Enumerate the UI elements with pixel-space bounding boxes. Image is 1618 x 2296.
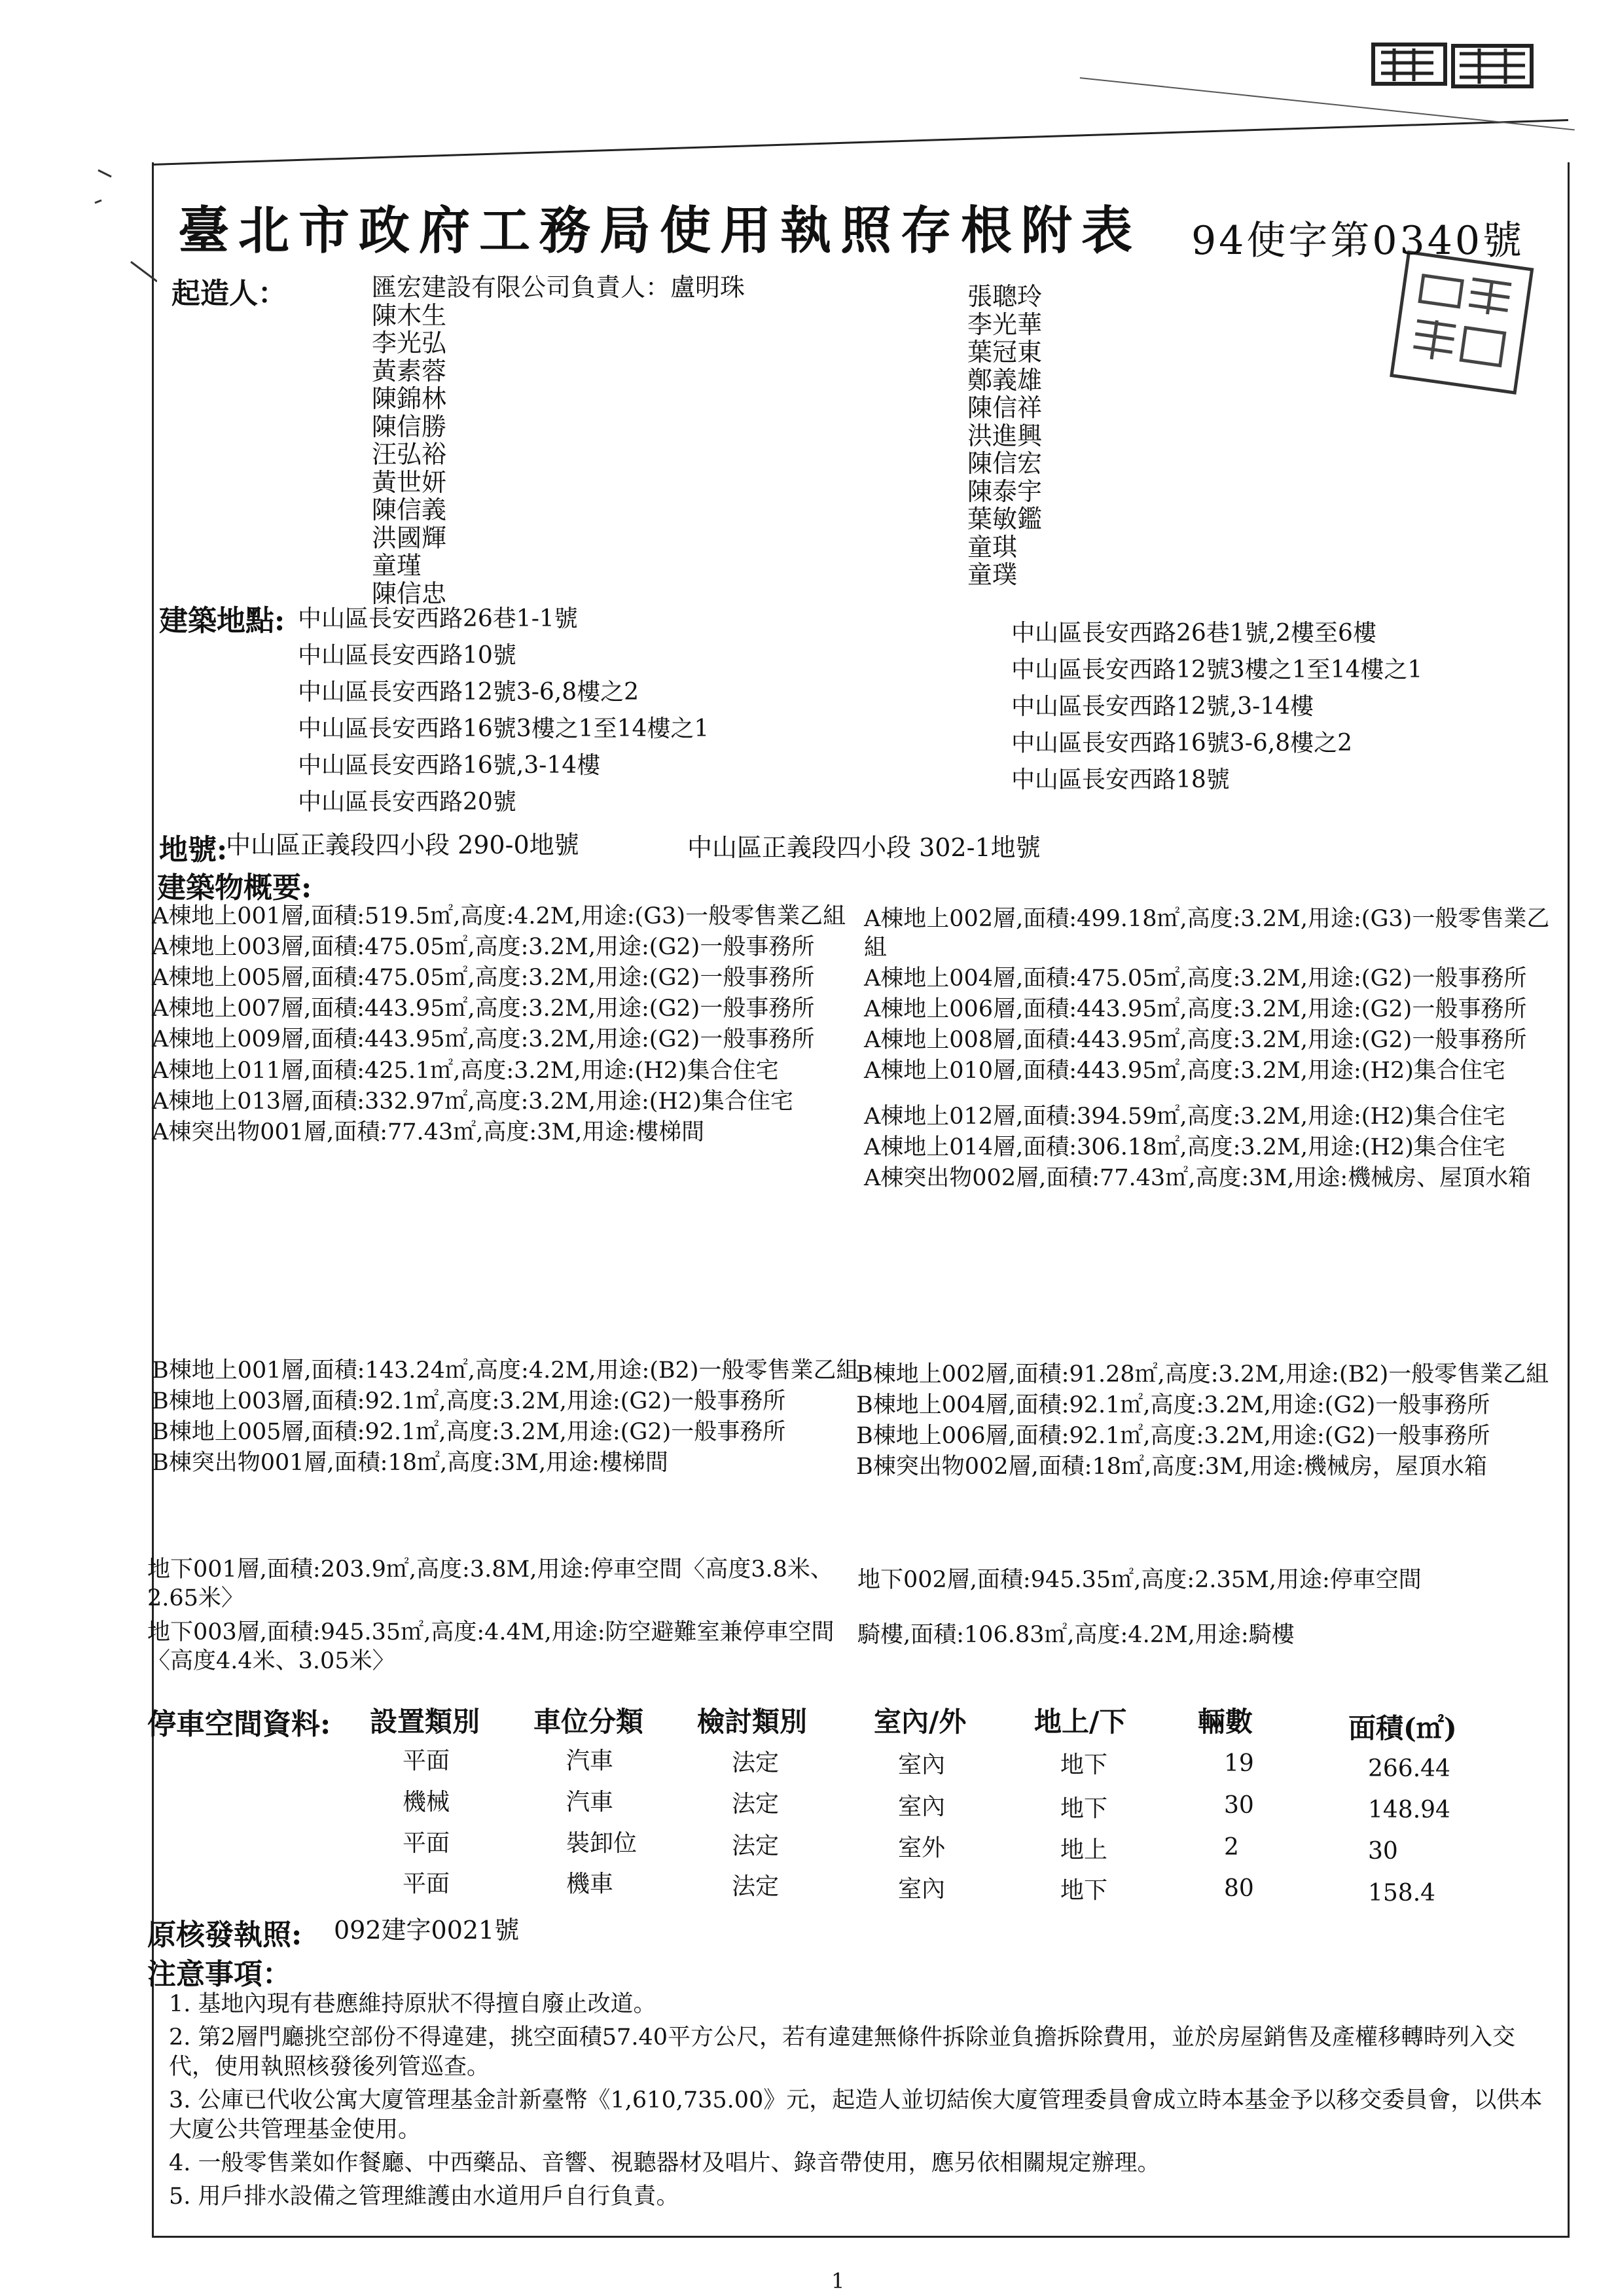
parking-cell: 19: [1224, 1750, 1254, 1777]
overview-underground-left: [147, 1555, 857, 1677]
parking-cell: 法定: [732, 1791, 780, 1818]
overview-label: 建築物概要:: [157, 871, 312, 905]
lot-label: 地號:: [159, 833, 228, 867]
builders-list-right: [967, 283, 1042, 589]
parking-header-level: 地上/下: [1034, 1706, 1127, 1738]
floor-entry: A棟地上001層,面積:519.5㎡,高度:4.2M,用途:(G3)一般零售業乙組: [152, 903, 846, 929]
parking-cell: 30: [1368, 1838, 1398, 1865]
address-item: 中山區長安西路12號3-6,8樓之2: [298, 679, 639, 706]
floor-entry: A棟地上003層,面積:475.05㎡,高度:3.2M,用途:(G2)一般事務所: [152, 934, 815, 960]
parking-cell: 80: [1224, 1875, 1254, 1902]
floor-entry: A棟地上014層,面積:306.18㎡,高度:3.2M,用途:(H2)集合住宅: [864, 1134, 1505, 1160]
floor-entry: A棟突出物002層,面積:77.43㎡,高度:3M,用途:機械房、屋頂水箱: [864, 1165, 1532, 1191]
parking-cell: 機械: [403, 1789, 450, 1816]
overview-a-left: [152, 902, 862, 1149]
parking-cell: 148.94: [1368, 1797, 1450, 1823]
floor-entry: A棟地上006層,面積:443.95㎡,高度:3.2M,用途:(G2)一般事務所: [864, 996, 1527, 1022]
floor-entry: B棟地上006層,面積:92.1㎡,高度:3.2M,用途:(G2)一般事務所: [856, 1423, 1490, 1449]
address-item: 中山區長安西路26巷1號,2樓至6樓: [1011, 620, 1376, 647]
overview-underground-right: [857, 1566, 1561, 1651]
builder-name: 陳木生: [372, 300, 447, 330]
builders-list-left: [372, 274, 745, 607]
floor-entry: B棟地上004層,面積:92.1㎡,高度:3.2M,用途:(G2)一般事務所: [856, 1392, 1490, 1418]
parking-cell: 機車: [566, 1871, 614, 1897]
address-item: 中山區長安西路12號,3-14樓: [1011, 693, 1314, 720]
floor-entry: B棟突出物001層,面積:18㎡,高度:3M,用途:樓梯間: [152, 1450, 668, 1476]
builder-name: 童璞: [967, 560, 1018, 589]
floor-entry: A棟地上005層,面積:475.05㎡,高度:3.2M,用途:(G2)一般事務所: [152, 965, 815, 991]
location-label: 建築地點:: [159, 604, 285, 637]
note-item: 1. 基地內現有巷應維持原狀不得擅自廢止改道。: [169, 1991, 656, 2017]
parking-cell: 30: [1224, 1792, 1254, 1819]
address-item: 中山區長安西路16號3-6,8樓之2: [1011, 730, 1353, 757]
parking-header-indoor: 室內/外: [874, 1706, 967, 1738]
note-item: 5. 用戶排水設備之管理維護由水道用戶自行負責。: [169, 2183, 679, 2210]
floor-entry: B棟地上002層,面積:91.28㎡,高度:3.2M,用途:(B2)一般零售業乙組: [856, 1361, 1549, 1388]
floor-entry: B棟地上003層,面積:92.1㎡,高度:3.2M,用途:(G2)一般事務所: [152, 1388, 786, 1414]
builder-name: 李光華: [967, 310, 1043, 339]
parking-cell: 室內: [898, 1876, 946, 1903]
parking-cell: 平面: [403, 1871, 450, 1897]
address-item: 中山區長安西路10號: [298, 642, 516, 669]
parking-cell: 汽車: [566, 1748, 614, 1774]
address-item: 中山區長安西路18號: [1011, 766, 1230, 793]
margin-mark: [92, 164, 157, 295]
location-list-left: [298, 601, 709, 821]
builder-name: 匯宏建設有限公司負責人：盧明珠: [372, 273, 746, 302]
page-title: 臺北市政府工務局使用執照存根附表: [178, 201, 1142, 260]
overview-b-right: [856, 1360, 1560, 1483]
location-list-right: [1011, 615, 1422, 798]
parking-cell: 室內: [898, 1751, 946, 1778]
floor-entry: A棟突出物001層,面積:77.43㎡,高度:3M,用途:樓梯間: [152, 1119, 705, 1145]
parking-cell: 地下: [1060, 1795, 1108, 1822]
floor-entry: A棟地上009層,面積:443.95㎡,高度:3.2M,用途:(G2)一般事務所: [152, 1026, 815, 1052]
parking-header-count: 輛數: [1198, 1706, 1253, 1738]
builder-name: 陳信忠: [372, 579, 447, 608]
address-item: 中山區長安西路16號,3-14樓: [298, 752, 601, 779]
parking-cell: 汽車: [566, 1789, 614, 1816]
builder-name: 汪弘裕: [372, 440, 447, 469]
builders-label: 起造人：: [171, 277, 287, 310]
floor-entry: 騎樓,面積:106.83㎡,高度:4.2M,用途:騎樓: [857, 1622, 1295, 1648]
parking-cell: 地下: [1060, 1877, 1108, 1904]
builder-name: 陳信宏: [967, 449, 1043, 478]
builder-name: 鄭義雄: [967, 365, 1043, 395]
parking-cell: 158.4: [1368, 1880, 1436, 1907]
parking-cell: 法定: [732, 1873, 780, 1900]
floor-entry: B棟地上005層,面積:92.1㎡,高度:3.2M,用途:(G2)一般事務所: [152, 1419, 786, 1445]
parking-cell: 室外: [898, 1835, 946, 1861]
floor-entry: 地下002層,面積:945.35㎡,高度:2.35M,用途:停車空間: [857, 1567, 1422, 1593]
parking-header-category: 車位分類: [533, 1706, 644, 1738]
builder-name: 黃世妍: [372, 467, 447, 497]
parking-cell: 地下: [1060, 1751, 1108, 1778]
address-item: 中山區長安西路26巷1-1號: [298, 605, 578, 632]
builder-name: 陳信祥: [967, 393, 1043, 422]
floor-entry: A棟地上007層,面積:443.95㎡,高度:3.2M,用途:(G2)一般事務所: [152, 996, 815, 1022]
page-number: 1: [831, 2269, 845, 2293]
parking-cell: 平面: [403, 1748, 450, 1774]
original-permit-number: 092建字0021號: [334, 1916, 520, 1945]
builder-name: 李光弘: [372, 329, 447, 357]
lot-number-2: 中山區正義段四小段 302-1地號: [687, 833, 1041, 862]
parking-cell: 266.44: [1368, 1755, 1450, 1782]
builder-name: 葉冠東: [967, 338, 1043, 367]
floor-entry: A棟地上008層,面積:443.95㎡,高度:3.2M,用途:(G2)一般事務所: [864, 1027, 1527, 1053]
address-item: 中山區長安西路16號3樓之1至14樓之1: [298, 715, 710, 742]
note-item: 3. 公庫已代收公寓大廈管理基金計新臺幣《1,610,735.00》元，起造人並切結俟大廈管理委員會成立時本基金予以移交委員會，以供本大廈公共管理基金使用。: [169, 2087, 1543, 2143]
address-item: 中山區長安西路20號: [298, 789, 516, 816]
corner-seal-stamp: [1368, 39, 1545, 105]
notes-label: 注意事項：: [147, 1958, 291, 1991]
parking-header-type: 設置類別: [370, 1706, 480, 1738]
parking-cell: 法定: [732, 1749, 780, 1776]
floor-entry: B棟地上001層,面積:143.24㎡,高度:4.2M,用途:(B2)一般零售業乙組: [152, 1357, 859, 1384]
floor-entry: 地下001層,面積:203.9㎡,高度:3.8M,用途:停車空間〈高度3.8米、2.65米〉: [147, 1556, 833, 1611]
floor-entry: 地下003層,面積:945.35㎡,高度:4.4M,用途:防空避難室兼停車空間〈高度4.4米、3.05米〉: [147, 1619, 835, 1674]
parking-cell: 法定: [732, 1833, 780, 1859]
builder-name: 葉敏鑑: [967, 505, 1043, 533]
note-item: 2. 第2層門廳挑空部份不得違建，挑空面積57.40平方公尺，若有違建無條件拆除並負擔拆除費用，並於房屋銷售及產權移轉時列入交代，使用執照核發後列管巡查。: [169, 2024, 1515, 2080]
floor-entry: A棟地上011層,面積:425.1㎡,高度:3.2M,用途:(H2)集合住宅: [152, 1058, 779, 1084]
floor-entry: A棟地上004層,面積:475.05㎡,高度:3.2M,用途:(G2)一般事務所: [864, 965, 1527, 992]
top-border: [152, 119, 1568, 166]
parking-cell: 室內: [898, 1793, 946, 1820]
parking-cell: 地上: [1060, 1837, 1108, 1863]
builder-name: 洪進興: [967, 421, 1043, 450]
notes-list: [169, 1990, 1550, 2212]
builder-name: 陳信勝: [372, 412, 447, 441]
builder-name: 洪國輝: [372, 523, 447, 552]
official-seal-stamp: [1388, 249, 1538, 399]
builder-name: 張聰玲: [967, 282, 1043, 311]
floor-entry: A棟地上013層,面積:332.97㎡,高度:3.2M,用途:(H2)集合住宅: [152, 1088, 793, 1115]
parking-header-review: 檢討類別: [697, 1706, 808, 1738]
builder-name: 童琪: [967, 532, 1018, 562]
builder-name: 黃素蓉: [372, 356, 447, 386]
builder-name: 陳信義: [372, 495, 447, 524]
permit-number: 94使字第0340號: [1191, 218, 1525, 264]
floor-entry: A棟地上002層,面積:499.18㎡,高度:3.2M,用途:(G3)一般零售業乙組: [864, 906, 1550, 961]
lot-number-1: 中山區正義段四小段 290-0地號: [226, 831, 579, 859]
note-item: 4. 一般零售業如作餐廳、中西藥品、音響、視聽器材及唱片、錄音帶使用，應另依相關規定辦理。: [169, 2150, 1160, 2176]
builder-name: 童瑾: [372, 551, 422, 580]
builder-name: 陳泰宇: [967, 476, 1043, 506]
parking-cell: 裝卸位: [566, 1830, 638, 1857]
parking-header-area: 面積(㎡): [1348, 1712, 1457, 1744]
floor-entry: B棟突出物002層,面積:18㎡,高度:3M,用途:機械房，屋頂水箱: [856, 1454, 1487, 1480]
overview-a-right: [864, 905, 1558, 1194]
floor-entry: A棟地上012層,面積:394.59㎡,高度:3.2M,用途:(H2)集合住宅: [864, 1103, 1505, 1130]
parking-cell: 2: [1224, 1834, 1239, 1861]
address-item: 中山區長安西路12號3樓之1至14樓之1: [1011, 656, 1423, 683]
parking-label: 停車空間資料:: [147, 1708, 331, 1741]
floor-entry: A棟地上010層,面積:443.95㎡,高度:3.2M,用途:(H2)集合住宅: [864, 1058, 1505, 1084]
original-permit-label: 原核發執照:: [147, 1918, 302, 1952]
parking-cell: 平面: [403, 1830, 450, 1857]
builder-name: 陳錦林: [372, 384, 447, 413]
overview-b-left: [152, 1356, 862, 1479]
